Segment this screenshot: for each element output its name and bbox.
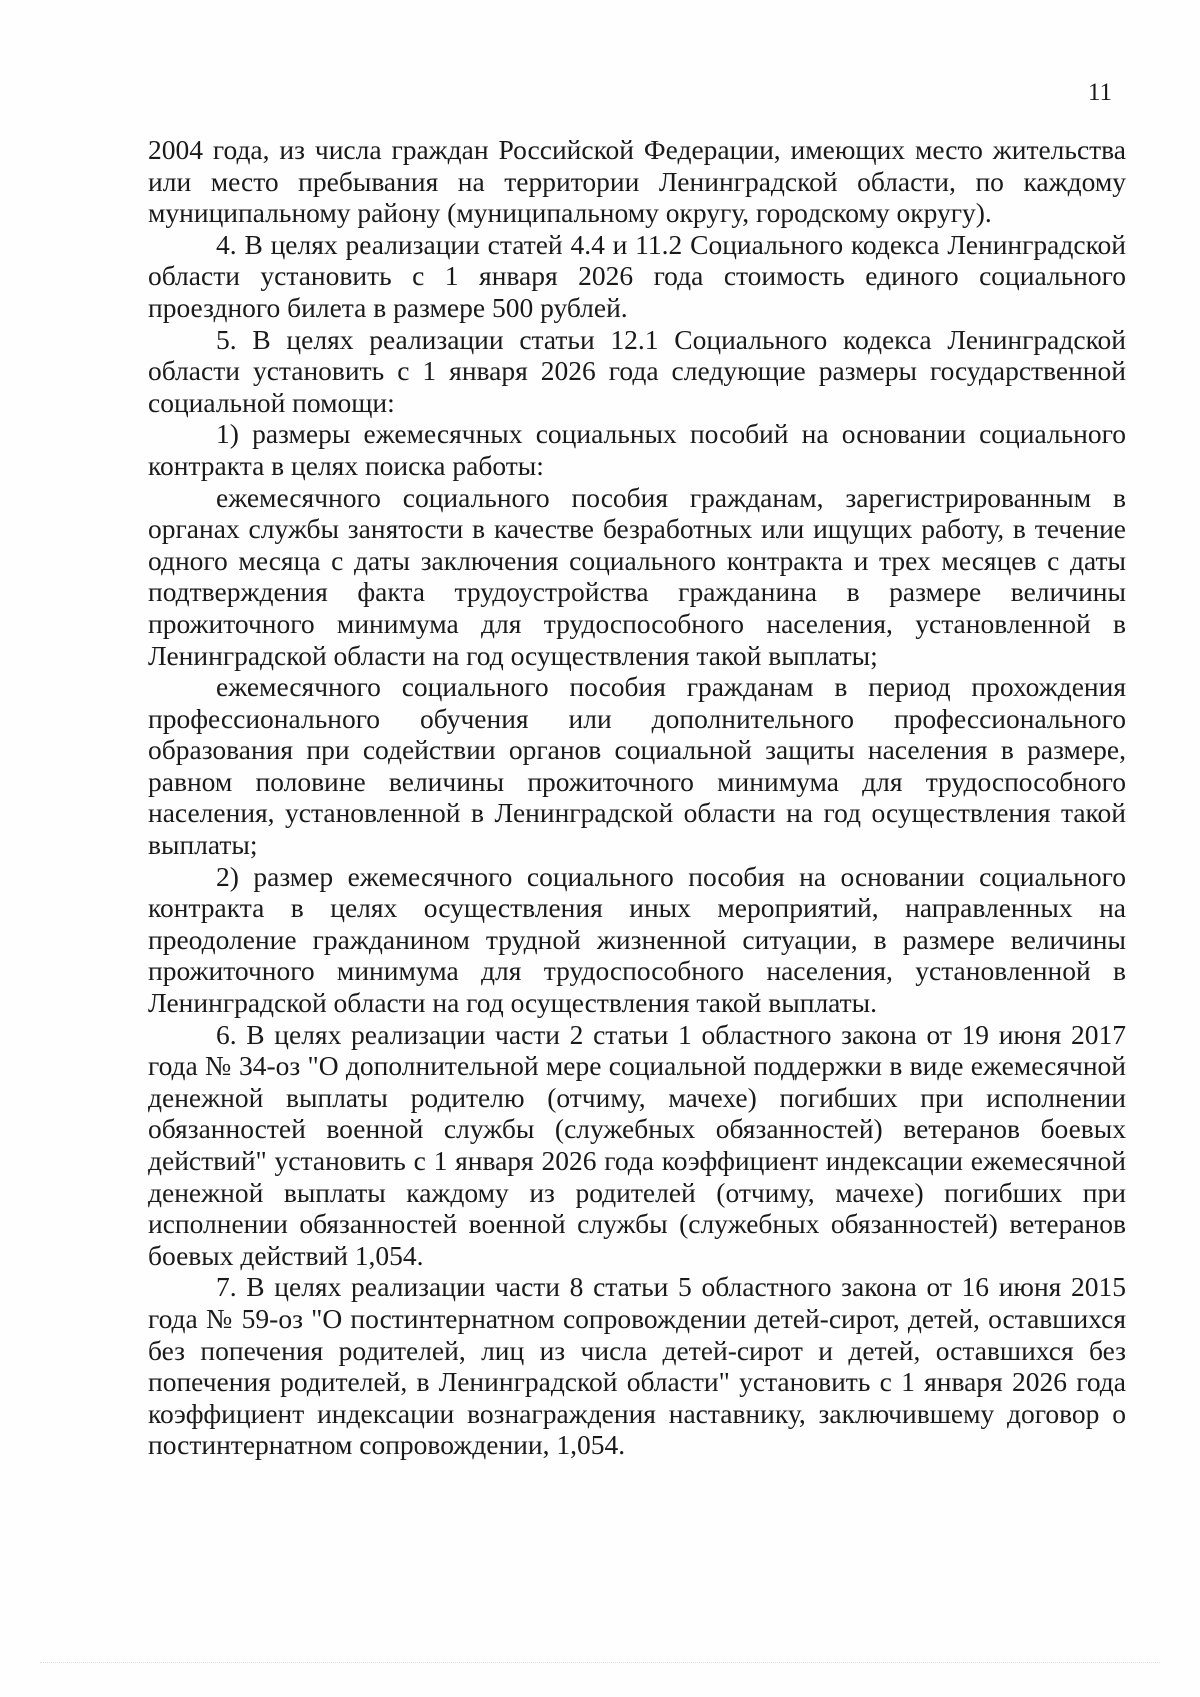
paragraph-item-5-1-b: ежемесячного социального пособия гражданам в период прохождения профессионального обучения или дополнительного профессионального образования при содействии органов социальной защиты населения в размере, равном половине величины прожиточного минимума для трудоспособного населения, установленной в Ленинградской области на год осуществления такой выплаты; — [148, 671, 1126, 861]
paragraph-continuation: 2004 года, из числа граждан Российской Федерации, имеющих место жительства или место пребывания на территории Ленинградской области, по каждому муниципальному району (муниципальному округу, городскому округу). — [148, 134, 1126, 229]
page-number: 11 — [1087, 79, 1112, 106]
paragraph-item-5: 5. В целях реализации статьи 12.1 Социального кодекса Ленинградской области установить с 1 января 2026 года следующие размеры государственной социальной помощи: — [148, 323, 1126, 418]
document-body — [148, 134, 1126, 1461]
paragraph-item-5-2: 2) размер ежемесячного социального пособия на основании социального контракта в целях осуществления иных мероприятий, направленных на преодоление гражданином трудной жизненной ситуации, в размере величины прожиточного минимума для трудоспособного населения, установленной в Ленинградской области на год осуществления такой выплаты. — [148, 860, 1126, 1019]
paragraph-item-4: 4. В целях реализации статей 4.4 и 11.2 Социального кодекса Ленинградской области установить с 1 января 2026 года стоимость единого социального проездного билета в размере 500 рублей. — [148, 228, 1126, 323]
paragraph-item-6: 6. В целях реализации части 2 статьи 1 областного закона от 19 июня 2017 года № 34-оз "О дополнительной мере социальной поддержки в виде ежемесячной денежной выплаты родителю (отчиму, мачехе) погибших при исполнении обязанностей военной службы (служебных обязанностей) ветеранов боевых действий" установить с 1 января 2026 года коэффициент индексации ежемесячной денежной выплаты каждому из родителей (отчиму, мачехе) погибших при исполнении обязанностей военной службы (служебных обязанностей) ветеранов боевых действий 1,054. — [148, 1018, 1126, 1271]
paragraph-item-5-1-a: ежемесячного социального пособия гражданам, зарегистрированным в органах службы занятости в качестве безработных или ищущих работу, в течение одного месяца с даты заключения социального контракта и трех месяцев с даты подтверждения факта трудоустройства гражданина в размере величины прожиточного минимума для трудоспособного населения, установленной в Ленинградской области на год осуществления такой выплаты; — [148, 481, 1126, 671]
scan-edge-artifact — [40, 1662, 1160, 1665]
paragraph-item-5-1: 1) размеры ежемесячных социальных пособий на основании социального контракта в целях поиска работы: — [148, 418, 1126, 481]
paragraph-item-7: 7. В целях реализации части 8 статьи 5 областного закона от 16 июня 2015 года № 59-оз "О постинтернатном сопровождении детей-сирот, детей, оставшихся без попечения родителей, лиц из числа детей-сирот и детей, оставшихся без попечения родителей, в Ленинградской области" установить с 1 января 2026 года коэффициент индексации вознаграждения наставнику, заключившему договор о постинтернатном сопровождении, 1,054. — [148, 1271, 1126, 1461]
